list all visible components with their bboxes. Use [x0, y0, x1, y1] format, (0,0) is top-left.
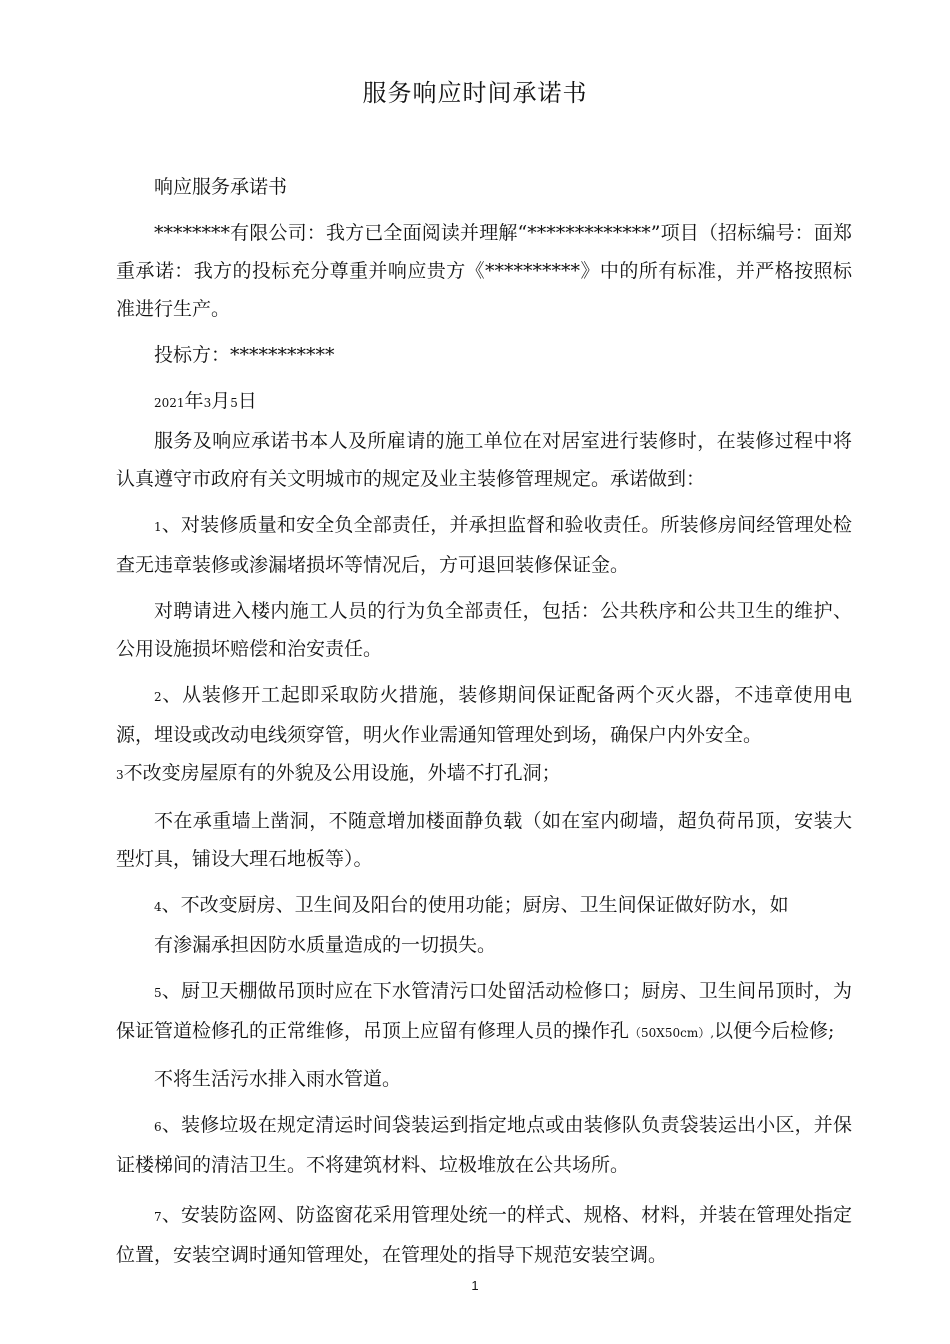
date-year: 2021: [154, 396, 185, 410]
item-3-number: 3: [116, 768, 124, 782]
item-6-text: 、装修垃圾在规定清运时间袋装运到指定地点或由装修队负责袋装运出小区，并保证楼梯间的清洁卫生。不将建筑材料、垃极堆放在公共场所。: [116, 1114, 852, 1176]
item-4-continued: 有渗漏承担因防水质量造成的一切损失。: [154, 934, 497, 956]
date-month-unit: 月: [211, 390, 231, 412]
page-number: 1: [471, 1278, 479, 1293]
item-5-text: 、厨卫天棚做吊顶时应在下水管清污口处留活动检修口；厨房、卫生间吊顶时，为保证管道检修孔的正常维修，吊顶上应留有修理人员的操作孔: [116, 980, 852, 1042]
item-5-number: 5: [154, 986, 162, 1000]
item-5: [116, 972, 852, 1052]
date-year-unit: 年: [184, 390, 204, 412]
item-6: [116, 1106, 852, 1184]
date-day: 5: [230, 396, 238, 410]
item-4-number: 4: [154, 900, 162, 914]
item-2: [116, 676, 852, 754]
item-2-text: 、从装修开工起即采取防火措施，装修期间保证配备两个灭火器，不违章使用电源，埋设或改动电线须穿管，明火作业需通知管理处到场，确保户内外安全。: [116, 684, 852, 746]
item-5-extra: 不将生活污水排入雨水管道。: [154, 1068, 402, 1090]
item-1-extra: 对聘请进入楼内施工人员的行为负全部责任，包括：公共秩序和公共卫生的维护、公用设施损坏赔偿和治安责任。: [116, 600, 852, 660]
item-4: [116, 886, 852, 926]
bidder-line: 投标方：***********: [154, 344, 335, 366]
item-6-number: 6: [154, 1120, 162, 1134]
item-3-text: 不改变房屋原有的外貌及公用设施，外墙不打孔洞；: [123, 762, 561, 784]
item-7: [116, 1196, 852, 1274]
item-7-number: 7: [154, 1210, 162, 1224]
item-7-text: 、安装防盗网、防盗窗花采用管理处统一的样式、规格、材料，并装在管理处指定位置，安装空调时通知管理处，在管理处的指导下规范安装空调。: [116, 1204, 852, 1266]
date-month: 3: [203, 396, 212, 410]
date-line: [116, 382, 852, 422]
item-2-number: 2: [154, 690, 162, 704]
section-heading: 响应服务承诺书: [154, 176, 288, 198]
item-5-size: （50X50cm）,: [629, 1026, 715, 1040]
intro-paragraph: ********有限公司：我方已全面阅读并理解“*************”项目（招标编号：面郑重承诺：我方的投标充分尊重并响应贵方《**********》中的所有标准，并严格按照标准进行生产。: [116, 222, 852, 320]
item-5-tail: 以便今后检修;: [714, 1020, 835, 1042]
date-day-unit: 日: [237, 390, 257, 412]
item-3-extra: 不在承重墙上凿洞，不随意增加楼面静负载（如在室内砌墙，超负荷吊顶，安装大型灯具，铺设大理石地板等）。: [116, 810, 852, 870]
document-body: [116, 168, 852, 1274]
item-1-text: 、对装修质量和安全负全部责任，并承担监督和验收责任。所装修房间经管理处检查无违章装修或渗漏堵损坏等情况后，方可退回装修保证金。: [116, 514, 852, 576]
item-3: [116, 754, 852, 794]
service-intro-paragraph: 服务及响应承诺书本人及所雇请的施工单位在对居室进行装修时，在装修过程中将认真遵守市政府有关文明城市的规定及业主装修管理规定。承诺做到：: [116, 430, 852, 490]
item-4-text: 、不改变厨房、卫生间及阳台的使用功能；厨房、卫生间保证做好防水，如: [161, 894, 789, 916]
document-title: 服务响应时间承诺书: [362, 79, 588, 107]
item-1-number: 1: [154, 520, 162, 534]
item-1: [116, 506, 852, 584]
